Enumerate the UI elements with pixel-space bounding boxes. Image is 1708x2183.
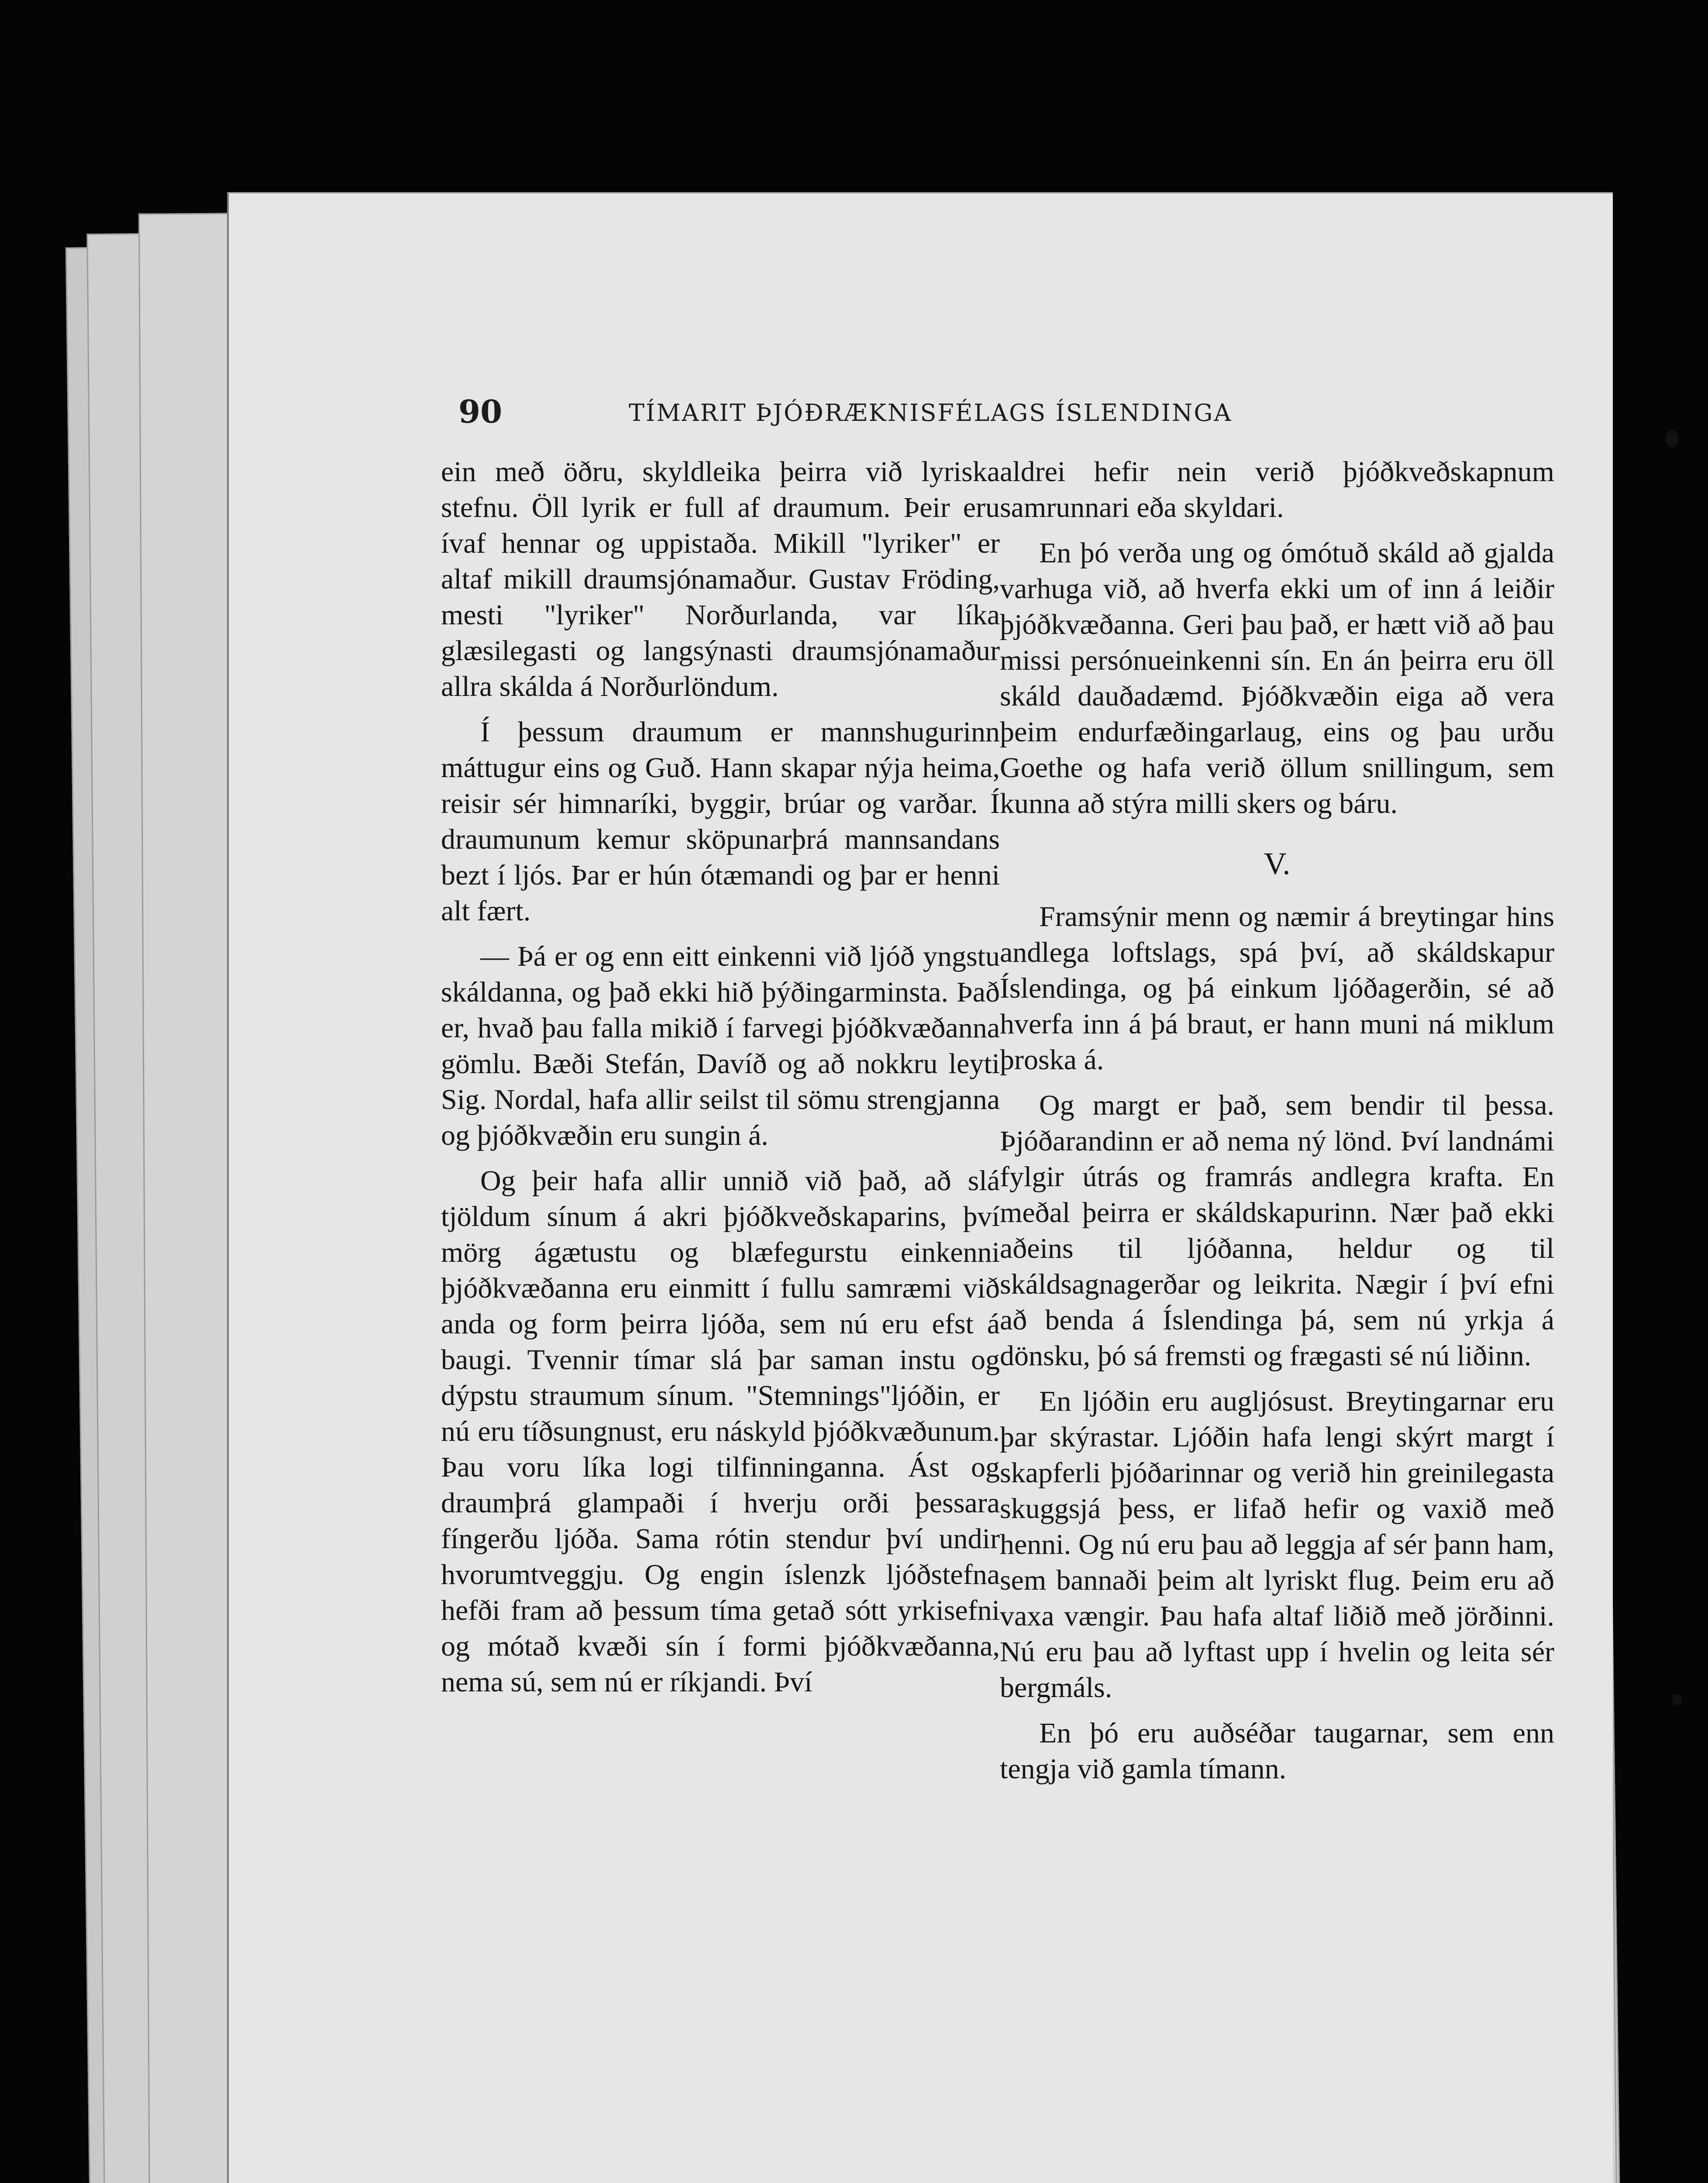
right-text-column (1000, 454, 1554, 1797)
paragraph: En þó verða ung og ómótuð skáld að gjalda varhuga við, að hverfa ekki um of inn á leiðir þjóðkvæðanna. Geri þau það, er hætt við að þau missi persónueinkenni sín. En án þeirra eru öll skáld dauðadæmd. Þjóðkvæðin eiga að vera þeim endurfæðingarlaug, eins og þau urðu Goethe og hafa verið öllum snillingum, sem kunna að stýra milli skers og báru. (1000, 537, 1554, 819)
paragraph: En ljóðin eru augljósust. Breytingarnar eru þar skýrastar. Ljóðin hafa lengi skýrt margt í skapferli þjóðarinnar og verið hin greinilegasta skuggsjá þess, er lifað hefir og vaxið með henni. Og nú eru þau að leggja af sér þann ham, sem bannaði þeim alt lyriskt flug. Þeim eru að vaxa vængir. Þau hafa altaf liðið með jörðinni. Nú eru þau að lyftast upp í hvelin og leita sér bergmáls. (1000, 1385, 1554, 1704)
left-text-column (441, 454, 1000, 1710)
paragraph: Og þeir hafa allir unnið við það, að slá tjöldum sínum á akri þjóðkveðskaparins, því mörg ágætustu og blæfegurstu einkenni þjóðkvæðanna eru einmitt í fullu samræmi við anda og form þeirra ljóða, sem nú eru efst á baugi. Tvennir tímar slá þar saman instu og dýpstu straumum sínum. "Stemnings"ljóðin, er nú eru tíðsungnust, eru náskyld þjóðkvæðunum. Þau voru líka logi tilfinninganna. Ást og draumþrá glampaði í hverju orði þessara fíngerðu ljóða. Sama rótin stendur því undir hvorumtveggju. Og engin íslenzk ljóðstefna hefði fram að þessum tíma getað sótt yrkisefni og mótað kvæði sín í formi þjóðkvæðanna, nema sú, sem nú er ríkjandi. Því (441, 1165, 1000, 1698)
paragraph: En þó eru auðséðar taugarnar, sem enn tengja við gamla tímann. (1000, 1717, 1554, 1785)
page-header (458, 393, 1358, 441)
paragraph: ein með öðru, skyldleika þeirra við lyriska stefnu. Öll lyrik er full af draumum. Þeir eru ívaf hennar og uppistaða. Mikill "lyriker" er altaf mikill draumsjónamaður. Gustav Fröding, mesti "lyriker" Norðurlanda, var líka glæsilegasti og langsýnasti draumsjónamaður allra skálda á Norðurlöndum. (441, 456, 1000, 702)
paragraph: aldrei hefir nein verið þjóðkveðskapnum samrunnari eða skyldari. (1000, 456, 1554, 523)
paragraph: Í þessum draumum er mannshugurinn máttugur eins og Guð. Hann skapar nýja heima, reisir sér himnaríki, byggir, brúar og varðar. Í draumunum kemur sköpunarþrá mannsandans bezt í ljós. Þar er hún ótæmandi og þar er henni alt fært. (441, 716, 1000, 927)
section-heading: V. (1264, 846, 1291, 881)
paragraph: Og margt er það, sem bendir til þessa. Þjóðarandinn er að nema ný lönd. Því landnámi fylgir útrás og framrás andlegra krafta. En meðal þeirra er skáldskapurinn. Nær það ekki aðeins til ljóðanna, heldur og til skáldsagnagerðar og leikrita. Nægir í því efni að benda á Íslendinga þá, sem nú yrkja á dönsku, þó sá fremsti og frægasti sé nú liðinn. (1000, 1089, 1554, 1372)
ink-spot (1666, 430, 1679, 448)
paragraph: — Þá er og enn eitt einkenni við ljóð yngstu skáldanna, og það ekki hið þýðingarminsta. Það er, hvað þau falla mikið í farvegi þjóðkvæðanna gömlu. Bæði Stefán, Davíð og að nokkru leyti Sig. Nordal, hafa allir seilst til sömu strengjanna og þjóðkvæðin eru sungin á. (441, 940, 1000, 1151)
running-title: TÍMARIT ÞJÓÐRÆKNISFÉLAGS ÍSLENDINGA (629, 399, 1233, 427)
page-number: 90 (458, 393, 503, 430)
paragraph: Framsýnir menn og næmir á breytingar hins andlega loftslags, spá því, að skáldskapur Íslendinga, og þá einkum ljóðagerðin, sé að hverfa inn á þá braut, er hann muni ná miklum þroska á. (1000, 901, 1554, 1076)
ink-spot (1672, 1694, 1682, 1705)
